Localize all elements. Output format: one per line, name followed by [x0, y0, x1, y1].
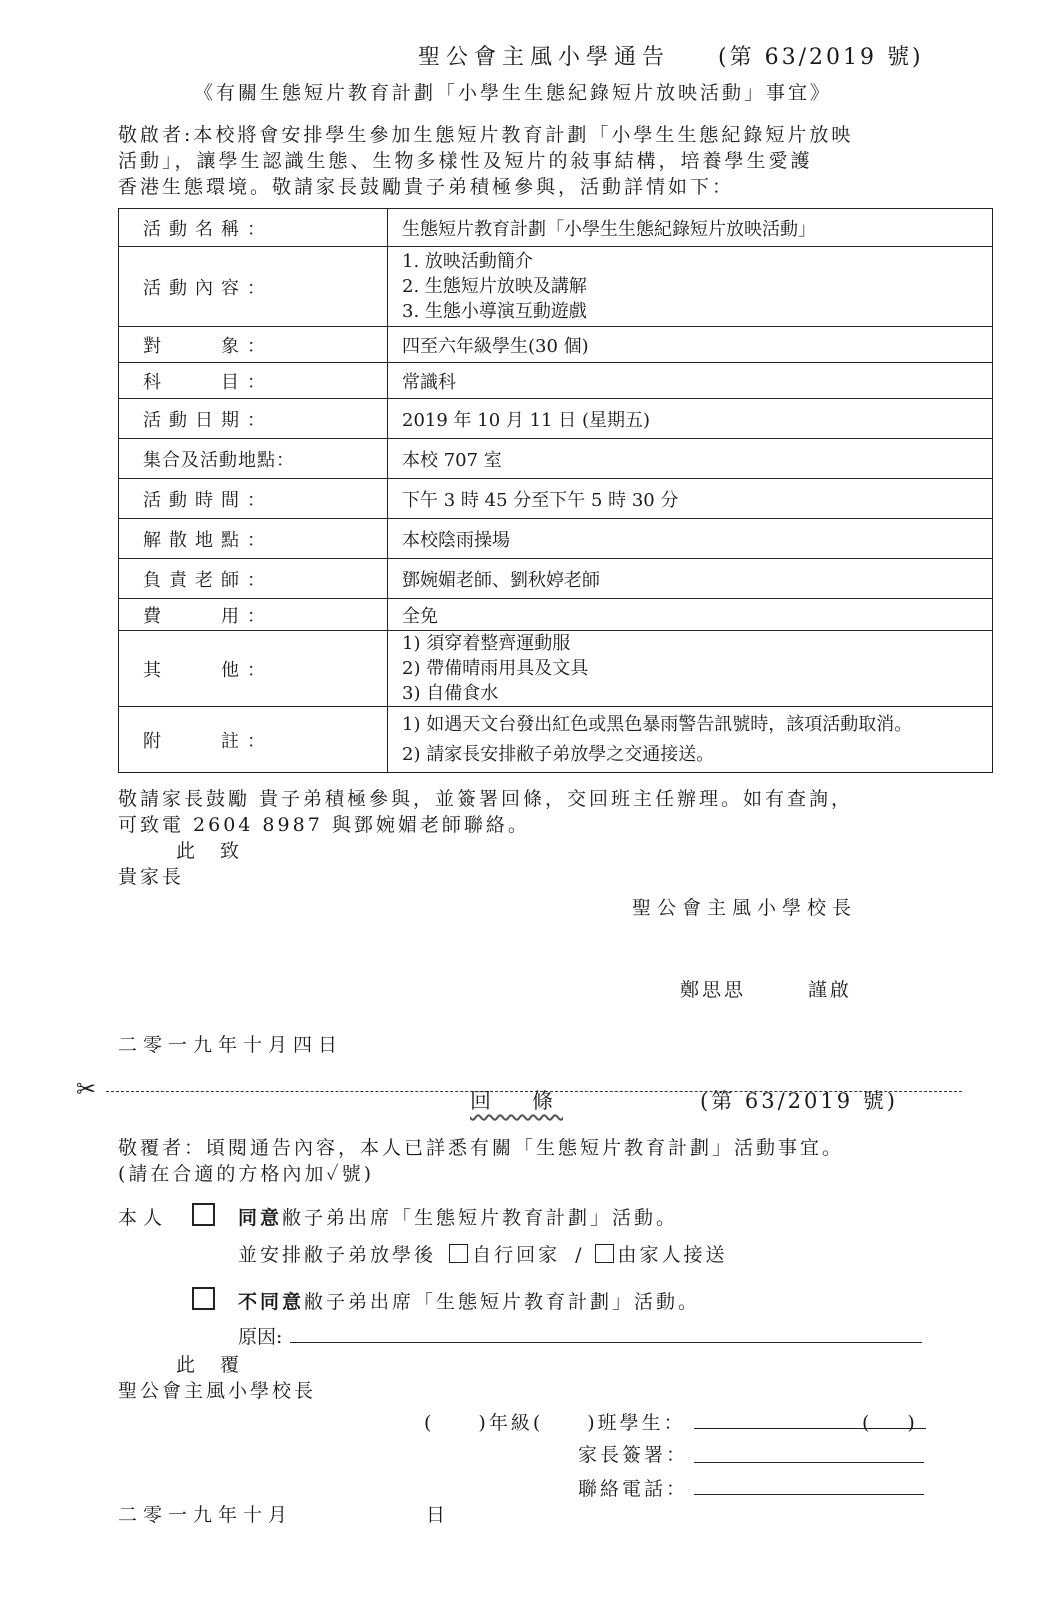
- row-value: 鄧婉媚老師、劉秋婷老師: [388, 559, 993, 599]
- closing-line-1: 敬請家長鼓勵 貴子弟積極參與，並簽署回條，交回班主任辦理。如有查詢，: [118, 788, 854, 810]
- row-key: 活動名稱：: [119, 209, 388, 247]
- reason-field[interactable]: [290, 1342, 922, 1343]
- row-value: [388, 707, 993, 773]
- note-item: 3) 自備食水: [402, 683, 499, 704]
- row-key: 活動日期：: [119, 399, 388, 439]
- table-row: [119, 363, 993, 399]
- row-value: 下午 3 時 45 分至下午 5 時 30 分: [388, 479, 993, 519]
- class-number-paren: ( ): [862, 1412, 915, 1434]
- table-row: [119, 327, 993, 363]
- table-row: [119, 479, 993, 519]
- reply-ci-fu: 此 覆: [176, 1354, 243, 1376]
- table-row: [119, 599, 993, 631]
- table-row: [119, 519, 993, 559]
- reply-self: 本人: [118, 1207, 169, 1229]
- closing-recipient: 貴家長: [118, 866, 185, 888]
- row-key: 附 註：: [119, 707, 388, 773]
- content-item: 2. 生態短片放映及講解: [402, 276, 587, 297]
- agree-line: [238, 1203, 678, 1230]
- row-key: 其 他：: [119, 631, 388, 707]
- arrange-text: 並安排敝子弟放學後: [238, 1244, 437, 1266]
- reply-text-1: 敬覆者：頃閱通告內容，本人已詳悉有關「生態短片教育計劃」活動事宜。: [118, 1137, 845, 1159]
- content-item: 3. 生態小導演互動遊戲: [402, 301, 587, 322]
- intro-line-3: 香港生態環境。敬請家長鼓勵貴子弟積極參與，活動詳情如下：: [118, 176, 735, 198]
- closing-ci-zhi: 此 致: [176, 840, 243, 862]
- content-item: 1. 放映活動簡介: [402, 251, 533, 272]
- option-separator: /: [575, 1244, 585, 1266]
- row-key: 負責老師：: [119, 559, 388, 599]
- reply-number: (第 63/2019 號): [700, 1089, 898, 1113]
- row-value: 本校陰雨操場: [388, 519, 993, 559]
- agree-checkbox[interactable]: [192, 1203, 215, 1226]
- principal-title: 聖公會主風小學校長: [632, 897, 858, 919]
- row-value: 本校 707 室: [388, 439, 993, 479]
- row-key: 集合及活動地點：: [119, 439, 388, 479]
- disagree-label: 不同意: [238, 1291, 305, 1313]
- arrange-line: [238, 1240, 728, 1267]
- disagree-checkbox[interactable]: [192, 1287, 215, 1310]
- note-item: 2) 帶備晴雨用具及文具: [402, 658, 589, 679]
- principal-name: 鄭思思: [680, 979, 747, 1001]
- table-row: [119, 559, 993, 599]
- notice-number: (第 63/2019 號): [718, 45, 924, 70]
- parent-sign-field[interactable]: [694, 1462, 924, 1463]
- intro-line-2: 活動」，讓學生認識生態、生物多樣性及短片的敍事結構，培養學生愛護: [118, 150, 813, 172]
- class-label: ( )年級( )班學生：: [424, 1412, 686, 1434]
- phone-label: 聯絡電話：: [578, 1478, 689, 1500]
- row-value: [388, 247, 993, 327]
- activity-details-table: [118, 208, 993, 773]
- row-value: 生態短片教育計劃「小學生生態紀錄短片放映活動」: [388, 209, 993, 247]
- reply-title: 回 條: [470, 1089, 563, 1113]
- disagree-line: [238, 1287, 700, 1314]
- table-row: [119, 209, 993, 247]
- parent-sign-label: 家長簽署：: [578, 1444, 689, 1466]
- family-pickup-checkbox[interactable]: [595, 1244, 614, 1263]
- reply-date-day: 日: [426, 1504, 446, 1526]
- table-row: [119, 707, 993, 773]
- notice-title: 聖公會主風小學通告: [418, 45, 671, 70]
- notice-subtitle: 《有關生態短片教育計劃「小學生生態紀錄短片放映活動」事宜》: [194, 82, 833, 104]
- row-value: 2019 年 10 月 11 日 (星期五): [388, 399, 993, 439]
- agree-label: 同意: [238, 1207, 283, 1229]
- family-pickup-label: 由家人接送: [617, 1244, 728, 1266]
- table-row: [119, 399, 993, 439]
- intro-line-1: 敬啟者:本校將會安排學生參加生態短片教育計劃「小學生生態紀錄短片放映: [118, 124, 854, 146]
- phone-field[interactable]: [694, 1494, 924, 1495]
- table-row: [119, 631, 993, 707]
- self-home-checkbox[interactable]: [449, 1244, 468, 1263]
- row-key: 對 象：: [119, 327, 388, 363]
- jin-qi: 謹啟: [808, 979, 853, 1001]
- reply-recipient: 聖公會主風小學校長: [118, 1380, 317, 1402]
- table-row: [119, 439, 993, 479]
- reply-text-2: (請在合適的方格內加✓號): [118, 1163, 375, 1185]
- row-value: 四至六年級學生(30 個): [388, 327, 993, 363]
- table-row: [119, 247, 993, 327]
- reply-date: 二零一九年十月: [118, 1504, 294, 1526]
- row-key: 費 用：: [119, 599, 388, 631]
- reason-label: 原因:: [238, 1326, 283, 1348]
- closing-line-2: 可致電 2604 8987 與鄧婉媚老師聯絡。: [118, 814, 530, 836]
- notice-date: 二零一九年十月四日: [118, 1034, 344, 1056]
- self-home-label: 自行回家: [472, 1244, 561, 1266]
- row-key: 科 目：: [119, 363, 388, 399]
- row-value: 全免: [388, 599, 993, 631]
- row-key: 解散地點：: [119, 519, 388, 559]
- row-value: 常識科: [388, 363, 993, 399]
- note-item: 1) 須穿着整齊運動服: [402, 633, 571, 654]
- scissors-icon: ✂: [76, 1075, 97, 1103]
- row-key: 活動內容：: [119, 247, 388, 327]
- agree-text: 敝子弟出席「生態短片教育計劃」活動。: [282, 1207, 679, 1229]
- disagree-text: 敝子弟出席「生態短片教育計劃」活動。: [304, 1291, 701, 1313]
- row-key: 活動時間：: [119, 479, 388, 519]
- remark-item: 2) 請家長安排敝子弟放學之交通接送。: [402, 743, 715, 765]
- remark-item: 1) 如遇天文台發出紅色或黑色暴雨警告訊號時，該項活動取消。: [402, 713, 913, 735]
- row-value: [388, 631, 993, 707]
